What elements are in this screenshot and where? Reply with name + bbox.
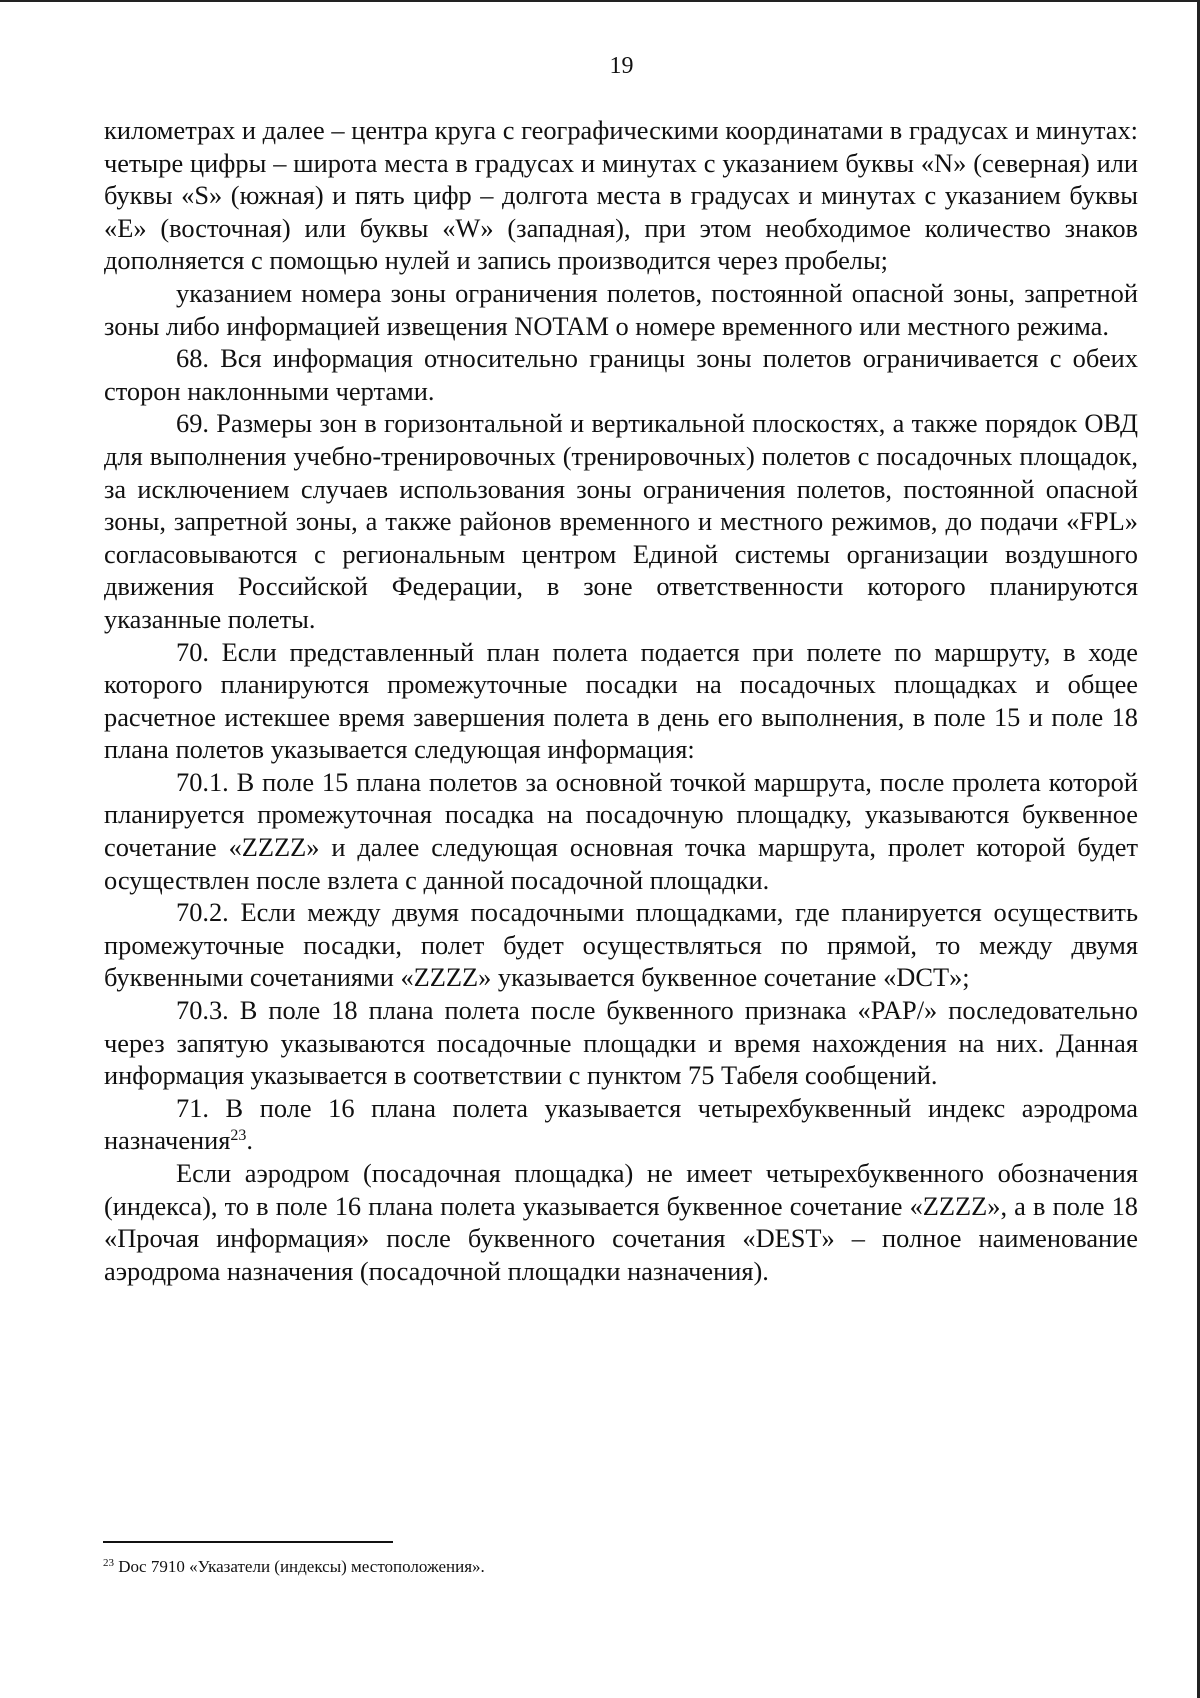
paragraph-71-text: 71. В поле 16 плана полета указывается четырехбуквенный индекс аэродрома назначения xyxy=(104,1092,1138,1156)
paragraph-71-suffix: . xyxy=(246,1125,254,1156)
paragraph-70-2: 70.2. Если между двумя посадочными площадками, где планируется осуществить промежуточные посадки, полет будет осуществляться по прямой, то между двумя буквенными сочетаниями «ZZZZ» указывается буквенное сочетание «DCT»; xyxy=(104,897,1138,993)
paragraph-68: 68. Вся информация относительно границы зоны полетов ограничивается с обеих сторон наклонными чертами. xyxy=(104,343,1138,406)
scan-border-top xyxy=(0,0,1200,2)
footnote xyxy=(103,1556,1103,1578)
body-text xyxy=(104,114,1138,1287)
paragraph-69: 69. Размеры зон в горизонтальной и вертикальной плоскостях, а также порядок ОВД для выполнения учебно-тренировочных (тренировочных) полетов с посадочных площадок, за исключением случаев использования зоны ограничения полетов, постоянной опасной зоны, запретной зоны, а также районов временного и местного режимов, до подачи «FPL» согласовываются с региональным центром Единой системы организации воздушного движения Российской Федерации, в зоне ответственности которого планируются указанные полеты. xyxy=(104,408,1138,634)
footnote-mark: 23 xyxy=(103,1557,114,1569)
footnote-separator xyxy=(103,1541,393,1543)
footnote-reference: 23 xyxy=(230,1127,247,1145)
paragraph-70: 70. Если представленный план полета подается при полете по маршруту, в ходе которого планируются промежуточные посадки на посадочных площадках и общее расчетное истекшее время завершения полета в день его выполнения, в поле 15 и поле 18 плана полетов указывается следующая информация: xyxy=(104,636,1138,765)
paragraph-dest: Если аэродром (посадочная площадка) не имеет четырехбуквенного обозначения (индекса), то в поле 16 плана полета указывается буквенное сочетание «ZZZZ», а в поле 18 «Прочая информация» после буквенного сочетания «DEST» – полное наименование аэродрома назначения (посадочной площадки назначения). xyxy=(104,1158,1138,1286)
paragraph-70-3: 70.3. В поле 18 плана полета после буквенного признака «PAP/» последовательно через запятую указываются посадочные площадки и время нахождения на них. Данная информация указывается в соответствии с пунктом 75 Табеля сообщений. xyxy=(104,995,1138,1091)
paragraph-70-1: 70.1. В поле 15 плана полетов за основной точкой маршрута, после пролета которой планируется промежуточная посадка на посадочную площадку, указываются буквенное сочетание «ZZZZ» и далее следующая основная точка маршрута, пролет которой будет осуществлен после взлета с данной посадочной площадки. xyxy=(104,766,1138,895)
paragraph-coordinates-continued: километрах и далее – центра круга с географическими координатами в градусах и минутах: четыре цифры – широта места в градусах и минутах с указанием буквы «N» (северная) или буквы «S» (южная) и пять цифр – долгота места в градусах и минутах с указанием буквы «E» (восточная) или буквы «W» (западная), при этом необходимое количество знаков дополняется с помощью нулей и запись производится через пробелы; xyxy=(104,115,1138,276)
page-number: 19 xyxy=(609,53,634,79)
paragraph-zone-number: указанием номера зоны ограничения полетов, постоянной опасной зоны, запретной зоны либо информацией извещения NOTAM о номере временного или местного режима. xyxy=(104,277,1138,341)
paragraph-71 xyxy=(104,1092,1138,1157)
footnote-text: Doc 7910 «Указатели (индексы) местоположения». xyxy=(114,1557,485,1576)
